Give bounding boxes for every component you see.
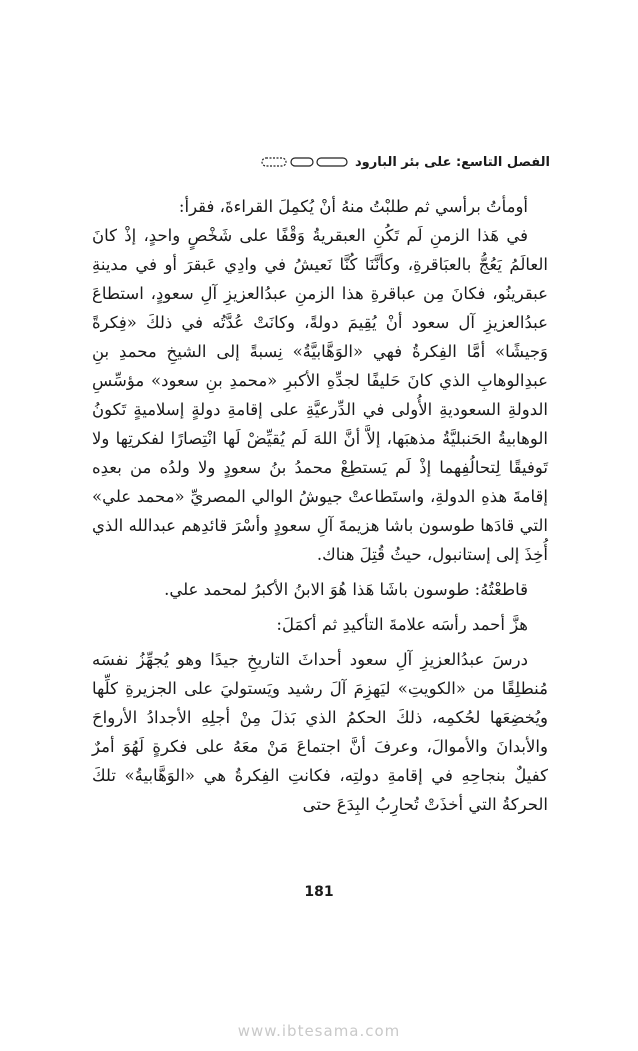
running-header: [90, 150, 550, 174]
paragraph: درسَ عبدُالعزيزِ آلِ سعود أحداثَ التاريخِ جيدًا وهو يُجهِّزُ نفسَه مُنطلِقًا من «الكويتِ» ليَهزِمَ آلَ رشيد ويَستوليَ على الجزيرةِ كلِّها ويُخضِعَها لحُكمِه، ذلكَ الحكمُ الذي بَذلَ مِنْ أجلِهِ الأجدادُ الأرواحَ والأبدانَ والأموالَ، وعرفَ أنَّ اجتماعَ مَنْ معَهُ على فكرةٍ لَهُوَ أمرٌ كفيلٌ بنجاحِهِ في إقامةِ دولتِه، فكانتِ الفِكرةُ هي «الوَهَّابيةُ» تلكَ الحركةُ التي أخذَتْ تُحارِبُ البِدَعَ حتى: [92, 650, 548, 814]
header-ornament-icon: [261, 156, 349, 168]
chapter-title: الفصل التاسع: على بئر البارود: [355, 154, 550, 170]
paragraph: قاطعْتُهُ: طوسون باشَا هَذا هُوَ الابنُ الأكبرُ لمحمد علي.: [164, 580, 528, 599]
paragraph: في هَذا الزمنِ لَم تَكُنِ العبقريةُ وَقْفًا على شَخْصٍ واحدٍ، إذْ كانَ العالَمُ يَعُجُّ بالعبَاقرةِ، وكأنَّنَا كُنَّا نَعيشُ في وادِي عَبقرَ أو في مدينةِ عبقرينُو، فكانَ مِن عباقرةِ هذا الزمنِ عبدُالعزيزِ آلِ سعودٍ، استطاعَ عبدُالعزيزِ آل سعود أنْ يُقِيمَ دولةً، وكانَتْ عُدَّتُه في ذلكَ «فِكرةً وَجيشًا» أمَّا الفِكرةُ فهي «الوَهَّابيَّةُ» نِسبةً إلى الشيخِ محمدِ بنِ عبدِالوهابِ الذي كانَ حَليفًا لجدِّهِ الأكبرِ «محمدِ بنِ سعود» مؤسِّسِ الدولةِ السعوديةِ الأُولى في الدِّرعيَّةِ على إقامةِ دولةٍ إسلاميةٍ تَكونُ الوهابيةُ الحَنبليَّةُ مذهبَها، إلاَّ أنَّ اللهَ لَم يُقيِّضْ لَها انْتِصارًا لفكرتِها ولا تَوفيقًا لِتحالُفِهما إذْ لَم يَستطِعْ محمدُ بنُ سعودٍ ولا ولدُه من بعدِه إقامةَ هذهِ الدولةِ، واستَطاعتْ جيوشُ الوالي المصريِّ «محمد علي» التي قادَها طوسون باشا هزيمةَ آلِ سعودٍ وأسْرَ قائدِهم عبدالله الذي أُخِذَ إلى إستانبول، حيثُ قُتِلَ هناك.: [92, 226, 548, 564]
page-number: 181: [304, 884, 334, 900]
watermark: www.ibtesama.com: [237, 1022, 401, 1040]
body-text: [92, 192, 548, 819]
paragraph: أومأتُ برأسي ثم طلبْتُ منهُ أنْ يُكمِلَ القراءةَ، فقرأ:: [178, 197, 528, 216]
paragraph: هزَّ أحمد رأسَه علامةَ التأكيدِ ثم أكمَلَ:: [276, 615, 528, 634]
